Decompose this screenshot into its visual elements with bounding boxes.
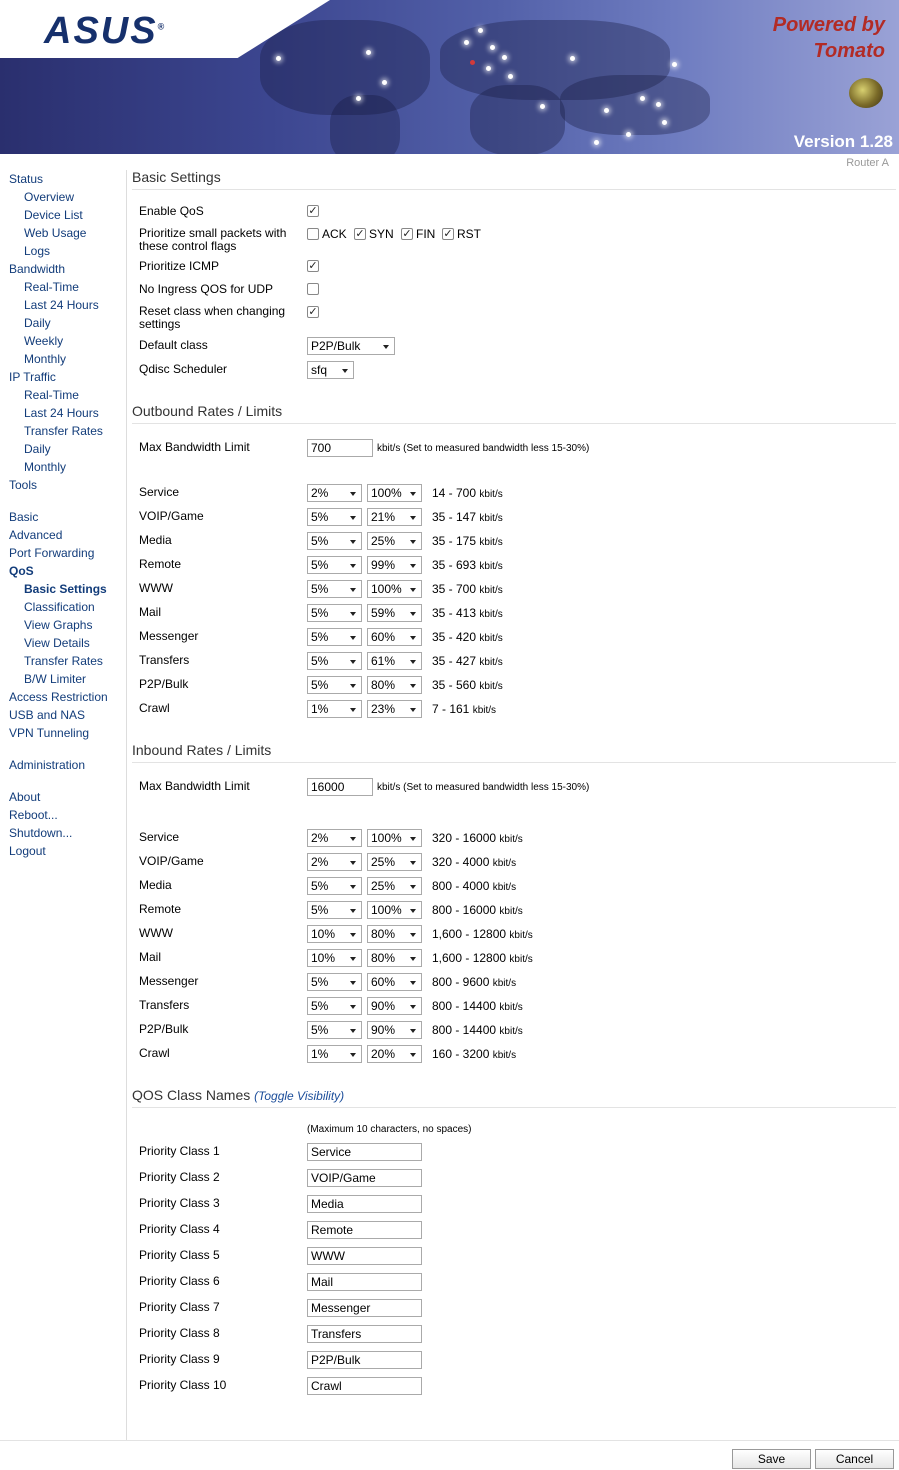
sidebar-item-qos[interactable]: QoS xyxy=(9,564,34,578)
outbound-class-voip-game-label: VOIP/Game xyxy=(139,509,204,523)
enable-qos-label: Enable QoS xyxy=(139,204,204,218)
priority-class-1-input[interactable]: Service xyxy=(307,1143,422,1161)
sidebar-item-real-time[interactable]: Real-Time xyxy=(24,388,79,402)
outbound-www-min-select[interactable]: 5% xyxy=(307,580,362,598)
sidebar-item-transfer-rates[interactable]: Transfer Rates xyxy=(24,424,103,438)
sidebar-item-daily[interactable]: Daily xyxy=(24,442,51,456)
sidebar-item-logs[interactable]: Logs xyxy=(24,244,51,258)
inbound-service-max-select[interactable]: 100% xyxy=(367,829,422,847)
outbound-class-www-label: WWW xyxy=(139,581,173,595)
outbound-max-bandwidth-input[interactable]: 700 xyxy=(307,439,373,457)
outbound-p2p-bulk-max-select[interactable]: 80% xyxy=(367,676,422,694)
outbound-voip-game-range: 35 - 147 kbit/s xyxy=(432,510,503,524)
class-names-hint: (Maximum 10 characters, no spaces) xyxy=(307,1124,472,1135)
outbound-transfers-max-select[interactable]: 61% xyxy=(367,652,422,670)
inbound-service-min-select[interactable]: 2% xyxy=(307,829,362,847)
sidebar-item-tools[interactable]: Tools xyxy=(9,478,38,492)
priority-class-7-input[interactable]: Messenger xyxy=(307,1299,422,1317)
priority-class-5-label: Priority Class 5 xyxy=(139,1248,220,1262)
sidebar-item-last-24-hours[interactable]: Last 24 Hours xyxy=(24,406,99,420)
outbound-p2p-bulk-range: 35 - 560 kbit/s xyxy=(432,678,503,692)
sidebar-item-weekly[interactable]: Weekly xyxy=(24,334,64,348)
sidebar-item-vpn-tunneling[interactable]: VPN Tunneling xyxy=(9,726,90,740)
header-banner xyxy=(0,0,899,154)
outbound-mail-min-select[interactable]: 5% xyxy=(307,604,362,622)
priority-class-10-input[interactable]: Crawl xyxy=(307,1377,422,1395)
sidebar-gap xyxy=(0,742,126,756)
sidebar-nav xyxy=(0,170,127,1440)
outbound-crawl-min-select[interactable]: 1% xyxy=(307,700,362,718)
sidebar-item-about[interactable]: About xyxy=(9,790,41,804)
inbound-mail-range: 1,600 - 12800 kbit/s xyxy=(432,951,533,965)
outbound-remote-range: 35 - 693 kbit/s xyxy=(432,558,503,572)
inbound-www-min-select[interactable]: 10% xyxy=(307,925,362,943)
sidebar-item-usb-and-nas[interactable]: USB and NAS xyxy=(9,708,86,722)
outbound-service-max-select[interactable]: 100% xyxy=(367,484,422,502)
outbound-messenger-min-select[interactable]: 5% xyxy=(307,628,362,646)
priority-class-7-label: Priority Class 7 xyxy=(139,1300,220,1314)
no-ingress-udp-label: No Ingress QOS for UDP xyxy=(139,282,274,296)
save-button[interactable]: Save xyxy=(732,1449,811,1469)
sidebar-item-port-forwarding[interactable]: Port Forwarding xyxy=(9,546,95,560)
sidebar-item-administration[interactable]: Administration xyxy=(9,758,86,772)
sidebar-item-basic[interactable]: Basic xyxy=(9,510,39,524)
sidebar-item-status[interactable]: Status xyxy=(9,172,44,186)
inbound-class-transfers-label: Transfers xyxy=(139,998,190,1012)
inbound-class-www-label: WWW xyxy=(139,926,173,940)
outbound-www-range: 35 - 700 kbit/s xyxy=(432,582,503,596)
sidebar-item-advanced[interactable]: Advanced xyxy=(9,528,63,542)
outbound-max-bandwidth-label: Max Bandwidth Limit xyxy=(139,440,250,454)
inbound-class-voip-game-label: VOIP/Game xyxy=(139,854,204,868)
sidebar-item-overview[interactable]: Overview xyxy=(24,190,75,204)
priority-class-4-label: Priority Class 4 xyxy=(139,1222,220,1236)
rst-checkbox[interactable] xyxy=(442,228,454,240)
outbound-mail-max-select[interactable]: 59% xyxy=(367,604,422,622)
outbound-transfers-min-select[interactable]: 5% xyxy=(307,652,362,670)
tomato-icon xyxy=(849,78,883,108)
outbound-class-service-label: Service xyxy=(139,485,180,499)
inbound-class-messenger-label: Messenger xyxy=(139,974,199,988)
inbound-media-max-select[interactable]: 25% xyxy=(367,877,422,895)
priority-class-10-label: Priority Class 10 xyxy=(139,1378,227,1392)
outbound-media-min-select[interactable]: 5% xyxy=(307,532,362,550)
sidebar-item-view-graphs[interactable]: View Graphs xyxy=(24,618,93,632)
inbound-voip-game-range: 320 - 4000 kbit/s xyxy=(432,855,517,869)
sidebar-gap xyxy=(0,494,126,508)
outbound-class-transfers-label: Transfers xyxy=(139,653,190,667)
outbound-messenger-range: 35 - 420 kbit/s xyxy=(432,630,503,644)
priority-class-8-input[interactable]: Transfers xyxy=(307,1325,422,1343)
priority-class-8-label: Priority Class 8 xyxy=(139,1326,220,1340)
priority-class-9-input[interactable]: P2P/Bulk xyxy=(307,1351,422,1369)
ack-checkbox[interactable] xyxy=(307,228,319,240)
outbound-remote-max-select[interactable]: 99% xyxy=(367,556,422,574)
outbound-media-range: 35 - 175 kbit/s xyxy=(432,534,503,548)
inbound-www-range: 1,600 - 12800 kbit/s xyxy=(432,927,533,941)
inbound-transfers-min-select[interactable]: 5% xyxy=(307,997,362,1015)
ack-label: ACK xyxy=(322,227,347,241)
inbound-media-range: 800 - 4000 kbit/s xyxy=(432,879,517,893)
sidebar-item-last-24-hours[interactable]: Last 24 Hours xyxy=(24,298,99,312)
outbound-class-messenger-label: Messenger xyxy=(139,629,199,643)
inbound-class-crawl-label: Crawl xyxy=(139,1046,170,1060)
reset-class-label: Reset class when changing settings xyxy=(139,304,286,331)
sidebar-item-web-usage[interactable]: Web Usage xyxy=(24,226,87,240)
outbound-remote-min-select[interactable]: 5% xyxy=(307,556,362,574)
inbound-remote-min-select[interactable]: 5% xyxy=(307,901,362,919)
enable-qos-checkbox[interactable] xyxy=(307,205,319,217)
inbound-mail-min-select[interactable]: 10% xyxy=(307,949,362,967)
inbound-class-remote-label: Remote xyxy=(139,902,182,916)
sidebar-item-monthly[interactable]: Monthly xyxy=(24,460,67,474)
inbound-p2p-bulk-min-select[interactable]: 5% xyxy=(307,1021,362,1039)
inbound-crawl-min-select[interactable]: 1% xyxy=(307,1045,362,1063)
outbound-service-range: 14 - 700 kbit/s xyxy=(432,486,503,500)
inbound-crawl-range: 160 - 3200 kbit/s xyxy=(432,1047,517,1061)
outbound-crawl-max-select[interactable]: 23% xyxy=(367,700,422,718)
prioritize-flags-label: Prioritize small packets with these control flags xyxy=(139,226,287,253)
priority-class-5-input[interactable]: WWW xyxy=(307,1247,422,1265)
sidebar-item-daily[interactable]: Daily xyxy=(24,316,51,330)
fin-checkbox[interactable] xyxy=(401,228,413,240)
inbound-class-service-label: Service xyxy=(139,830,180,844)
priority-class-3-label: Priority Class 3 xyxy=(139,1196,220,1210)
outbound-class-remote-label: Remote xyxy=(139,557,182,571)
toggle-visibility-link[interactable]: (Toggle Visibility) xyxy=(254,1089,345,1103)
inbound-messenger-min-select[interactable]: 5% xyxy=(307,973,362,991)
sidebar-item-bandwidth[interactable]: Bandwidth xyxy=(9,262,66,276)
priority-class-3-input[interactable]: Media xyxy=(307,1195,422,1213)
outbound-www-max-select[interactable]: 100% xyxy=(367,580,422,598)
default-class-select[interactable]: P2P/Bulk xyxy=(307,337,395,355)
sidebar-item-classification[interactable]: Classification xyxy=(24,600,95,614)
inbound-max-bandwidth-label: Max Bandwidth Limit xyxy=(139,779,250,793)
footer-bar xyxy=(0,1440,899,1470)
asus-logo: ASUS® xyxy=(44,10,167,52)
inbound-messenger-max-select[interactable]: 60% xyxy=(367,973,422,991)
outbound-class-mail-label: Mail xyxy=(139,605,162,619)
router-name: Router A xyxy=(846,157,889,169)
inbound-transfers-max-select[interactable]: 90% xyxy=(367,997,422,1015)
section-title-outbound: Outbound Rates / Limits xyxy=(132,403,896,424)
syn-checkbox[interactable] xyxy=(354,228,366,240)
section-title-inbound: Inbound Rates / Limits xyxy=(132,742,896,763)
outbound-voip-game-min-select[interactable]: 5% xyxy=(307,508,362,526)
inbound-class-mail-label: Mail xyxy=(139,950,162,964)
priority-class-6-input[interactable]: Mail xyxy=(307,1273,422,1291)
qdisc-scheduler-select[interactable]: sfq xyxy=(307,361,354,379)
priority-class-6-label: Priority Class 6 xyxy=(139,1274,220,1288)
sidebar-item-basic-settings[interactable]: Basic Settings xyxy=(24,582,107,596)
inbound-class-p2p-bulk-label: P2P/Bulk xyxy=(139,1022,189,1036)
inbound-voip-game-min-select[interactable]: 2% xyxy=(307,853,362,871)
no-ingress-udp-checkbox[interactable] xyxy=(307,283,319,295)
sidebar-item-transfer-rates[interactable]: Transfer Rates xyxy=(24,654,103,668)
outbound-class-media-label: Media xyxy=(139,533,172,547)
prioritize-icmp-checkbox[interactable] xyxy=(307,260,319,272)
default-class-label: Default class xyxy=(139,338,208,352)
sidebar-item-b-w-limiter[interactable]: B/W Limiter xyxy=(24,672,87,686)
outbound-transfers-range: 35 - 427 kbit/s xyxy=(432,654,503,668)
sidebar-item-logout[interactable]: Logout xyxy=(9,844,46,858)
powered-by-tomato: Powered by Tomato xyxy=(772,14,885,62)
inbound-www-max-select[interactable]: 80% xyxy=(367,925,422,943)
outbound-messenger-max-select[interactable]: 60% xyxy=(367,628,422,646)
priority-class-9-label: Priority Class 9 xyxy=(139,1352,220,1366)
qdisc-scheduler-label: Qdisc Scheduler xyxy=(139,362,228,376)
inbound-transfers-range: 800 - 14400 kbit/s xyxy=(432,999,523,1013)
inbound-max-bandwidth-input[interactable]: 16000 xyxy=(307,778,373,796)
section-title-class-names xyxy=(132,1087,896,1108)
outbound-class-p2p-bulk-label: P2P/Bulk xyxy=(139,677,189,691)
reset-class-checkbox[interactable] xyxy=(307,306,319,318)
fin-label: FIN xyxy=(416,227,436,241)
inbound-crawl-max-select[interactable]: 20% xyxy=(367,1045,422,1063)
sidebar-item-ip-traffic[interactable]: IP Traffic xyxy=(9,370,56,384)
outbound-p2p-bulk-min-select[interactable]: 5% xyxy=(307,676,362,694)
inbound-media-min-select[interactable]: 5% xyxy=(307,877,362,895)
priority-class-2-input[interactable]: VOIP/Game xyxy=(307,1169,422,1187)
priority-class-4-input[interactable]: Remote xyxy=(307,1221,422,1239)
outbound-service-min-select[interactable]: 2% xyxy=(307,484,362,502)
inbound-class-media-label: Media xyxy=(139,878,172,892)
inbound-service-range: 320 - 16000 kbit/s xyxy=(432,831,523,845)
outbound-crawl-range: 7 - 161 kbit/s xyxy=(432,702,497,716)
inbound-p2p-bulk-range: 800 - 14400 kbit/s xyxy=(432,1023,523,1037)
sidebar-item-reboot[interactable]: Reboot... xyxy=(9,808,58,822)
outbound-class-crawl-label: Crawl xyxy=(139,701,170,715)
inbound-remote-max-select[interactable]: 100% xyxy=(367,901,422,919)
prioritize-icmp-label: Prioritize ICMP xyxy=(139,259,220,273)
priority-class-2-label: Priority Class 2 xyxy=(139,1170,220,1184)
inbound-p2p-bulk-max-select[interactable]: 90% xyxy=(367,1021,422,1039)
inbound-max-bandwidth-hint: kbit/s (Set to measured bandwidth less 15-30%) xyxy=(377,782,590,793)
outbound-max-bandwidth-hint: kbit/s (Set to measured bandwidth less 15-30%) xyxy=(377,443,590,454)
sidebar-item-device-list[interactable]: Device List xyxy=(24,208,83,222)
inbound-mail-max-select[interactable]: 80% xyxy=(367,949,422,967)
syn-label: SYN xyxy=(369,227,394,241)
sidebar-item-monthly[interactable]: Monthly xyxy=(24,352,67,366)
version-label: Version 1.28 xyxy=(793,132,893,151)
inbound-messenger-range: 800 - 9600 kbit/s xyxy=(432,975,517,989)
rst-label: RST xyxy=(457,227,481,241)
sidebar-item-shutdown[interactable]: Shutdown... xyxy=(9,826,73,840)
sidebar-item-real-time[interactable]: Real-Time xyxy=(24,280,79,294)
cancel-button[interactable]: Cancel xyxy=(815,1449,894,1469)
outbound-voip-game-max-select[interactable]: 21% xyxy=(367,508,422,526)
outbound-media-max-select[interactable]: 25% xyxy=(367,532,422,550)
section-title-basic-settings: Basic Settings xyxy=(132,169,896,190)
outbound-mail-range: 35 - 413 kbit/s xyxy=(432,606,503,620)
inbound-voip-game-max-select[interactable]: 25% xyxy=(367,853,422,871)
priority-class-1-label: Priority Class 1 xyxy=(139,1144,220,1158)
sidebar-item-view-details[interactable]: View Details xyxy=(24,636,90,650)
class-names-title: QOS Class Names xyxy=(132,1087,251,1103)
sidebar-gap xyxy=(0,774,126,788)
inbound-remote-range: 800 - 16000 kbit/s xyxy=(432,903,523,917)
sidebar-item-access-restriction[interactable]: Access Restriction xyxy=(9,690,108,704)
